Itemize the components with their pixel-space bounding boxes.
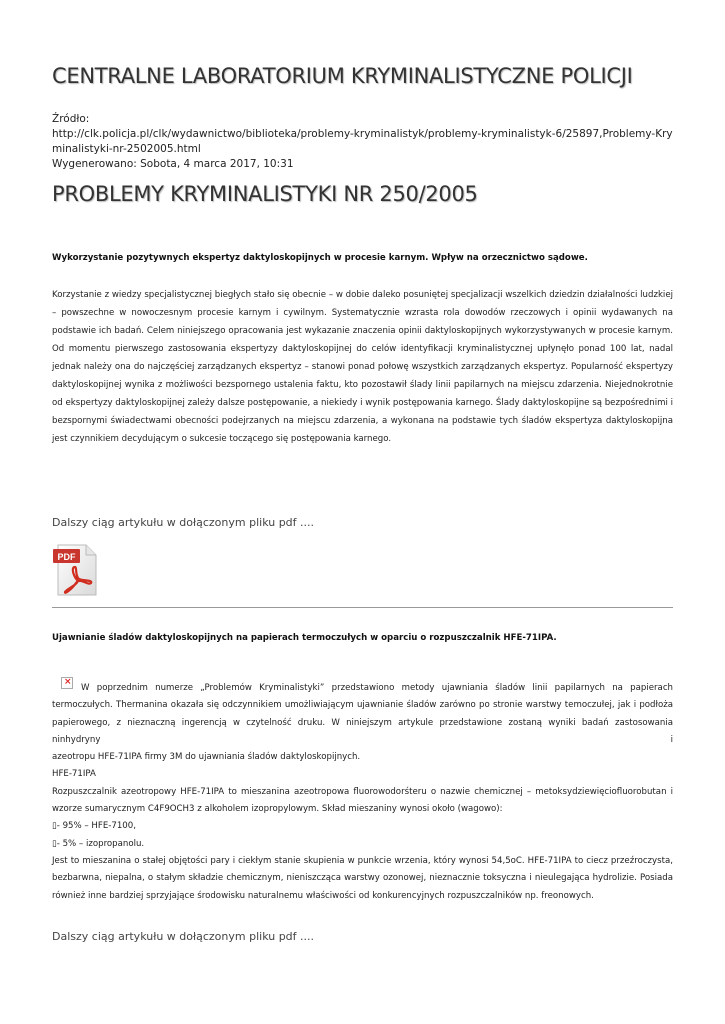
section1-body: Korzystanie z wiedzy specjalistycznej biegłych stało się obecnie – w dobie daleko posuniętej specjalizacji wszelkich dziedzin działalności ludzkiej – powszechne w nowoczesnym procesie karnym i cywilnym. Systematycznie wzrasta rola dowodów rzeczowych i opinii wydawanych na podstawie ich badań. Celem niniejszego opracowania jest wykazanie znaczenia opinii daktyloskopijnych wykorzystywanych w procesie karnym. Od momentu pierwszego zastosowania ekspertyzy daktyloskopijnej do celów identyfikacji kryminalistycznej upłynęło ponad 100 lat, nadal jednak należy ona do najczęściej zarządzanych ekspertyz – stanowi ponad połowę wszystkich zarządzanych ekspertyz. Popularność ekspertyzy daktyloskopijnej wynika z możliwości bezspornego ustalenia faktu, kto pozostawił ślady linii papilarnych na miejscu zdarzenia. Niejednokrotnie od ekspertyzy daktyloskopijnej zależy dalsze postępowanie, a niekiedy i wynik postępowania karnego. Ślady daktyloskopijne są bezpośrednimi i bezspornymi świadectwami obecności podejrzanych na miejscu zdarzenia, a wykonana na podstawie tych śladów ekspertyza daktyloskopijna jest czynnikiem decydującym o sukcesie toczącego się postępowania karnego.: [52, 290, 673, 444]
broken-image-icon: ×: [61, 677, 73, 689]
source-label: Źródło:: [52, 113, 90, 125]
source-block: [52, 112, 673, 172]
generated-date: Wygenerowano: Sobota, 4 marca 2017, 10:31: [52, 158, 294, 170]
source-url[interactable]: http://clk.policja.pl/clk/wydawnictwo/biblioteka/problemy-kryminalistyk/problemy-kryminalistyk-6/25897,Problemy-Kryminalistyki-nr-2502005.html: [52, 128, 673, 155]
pdf-file-icon[interactable]: [52, 543, 98, 597]
article-title: PROBLEMY KRYMINALISTYKI NR 250/2005: [52, 182, 478, 206]
section2-line: Rozpuszczalnik azeotropowy HFE-71IPA to mieszanina azeotropowa fluorowodorśteru o nazwie chemicznej – metoksydziewięciofluorobutan i: [52, 786, 673, 797]
section2-line: termoczułych. Thermanina okazała się odczynnikiem umożliwiającym ujawnianie śladów zarówno po stronie warstwy temoczułej, jak i podłoża: [52, 700, 673, 711]
section2-heading: Ujawnianie śladów daktyloskopijnych na papierach termoczułych w oparciu o rozpuszczalnik HFE-71IPA.: [52, 633, 557, 643]
section2-line: W poprzednim numerze „Problemów Kryminalistyki” przedstawiono metody ujawniania śladów linii papilarnych na papierach: [81, 683, 673, 693]
section2-line: Jest to mieszanina o stałej objętości pary i ciekłym stanie skupienia w punkcie wrzenia, który wynosi 54,5oC. HFE-71IPA to ciecz przeźroczysta,: [52, 855, 673, 866]
section2-line: również inne bardziej sprzyjające środowisku naturalnemu właściwości od konkurencyjnych rozpuszczalników np. freonowych.: [52, 890, 594, 901]
pdf-label: PDF: [57, 552, 76, 562]
section2-list-item: ▯- 95% – HFE-7100,: [52, 821, 136, 832]
section2-line: wzorze sumarycznym C4F9OCH3 z alkoholem izopropylowym. Skład mieszaniny wynosi około (wagowo):: [52, 804, 503, 815]
section2-line: bezbarwna, niepalna, o stałym składzie chemicznym, nieniszcząca warstwy ozonowej, nieznacznie toksyczna i nieulegająca hydrolizie. Posiada: [52, 873, 673, 884]
section2-list-item: ▯- 5% – izopropanolu.: [52, 838, 145, 849]
section1-more-text: Dalszy ciąg artykułu w dołączonym pliku pdf ....: [52, 516, 315, 529]
section2-line: papierowego, z nieznaczną ingerencją w czytelność druku. W niniejszym artykule przedstawione zostaną wyniki badań zastosowania ninhydryny i: [52, 717, 673, 745]
section2-list-text: - 95% – HFE-7100,: [56, 821, 136, 832]
site-title: CENTRALNE LABORATORIUM KRYMINALISTYCZNE POLICJI: [52, 64, 633, 88]
section2-subheading: HFE-71IPA: [52, 769, 96, 780]
section2-list-text: - 5% – izopropanolu.: [56, 838, 145, 849]
section1-heading: Wykorzystanie pozytywnych ekspertyz daktyloskopijnych w procesie karnym. Wpływ na orzecznictwo sądowe.: [52, 253, 588, 263]
section-divider: [52, 607, 673, 608]
section2-more-text: Dalszy ciąg artykułu w dołączonym pliku pdf ....: [52, 930, 315, 943]
section2-body: [52, 680, 673, 905]
section2-line: azeotropu HFE-71IPA firmy 3M do ujawniania śladów daktyloskopijnych.: [52, 752, 361, 763]
